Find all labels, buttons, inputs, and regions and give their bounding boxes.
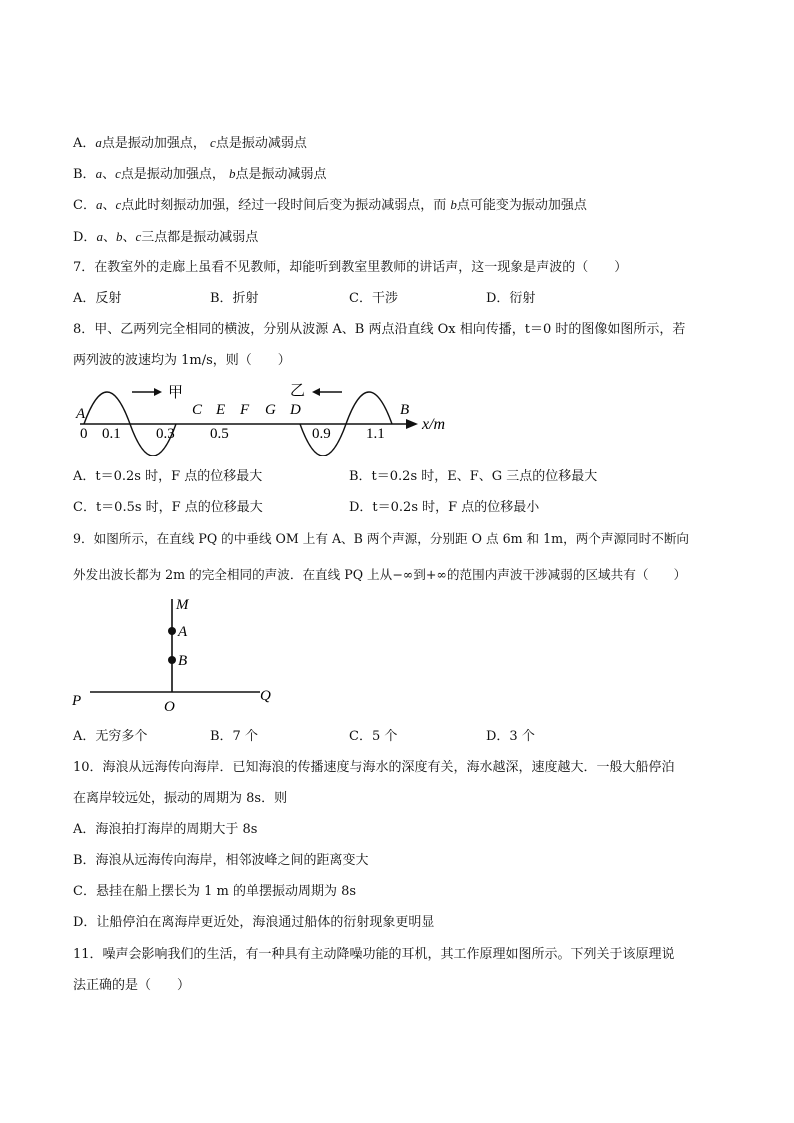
q6-option-c: C．a、c点此时刻振动加强，经过一段时间后变为振动减弱点，而 b点可能变为振动加强点: [73, 197, 587, 213]
q10-option-c: C．悬挂在船上摆长为 1 m 的单摆振动周期为 8s: [73, 884, 357, 899]
q7-option-d: D．衍射: [486, 291, 536, 306]
arrow-jia-head: [154, 388, 162, 396]
q11-stem-line2: 法正确的是（ ）: [73, 978, 191, 993]
q8-option-a: A．t＝0.2s 时，F 点的位移最大: [73, 469, 263, 484]
label-m: M: [176, 597, 189, 613]
q6-option-d: D．a、b、c三点都是振动减弱点: [73, 229, 259, 245]
axis-label: x/m: [422, 416, 446, 433]
point-d: D: [290, 402, 301, 418]
q8-wave-figure: [70, 376, 470, 456]
q8-stem-line2: 两列波的波速均为 1m/s，则（ ）: [73, 353, 291, 368]
tick-1.1: 1.1: [366, 426, 385, 442]
tick-0.9: 0.9: [312, 426, 331, 442]
point-f: F: [240, 402, 250, 418]
q9-figure: [70, 593, 300, 715]
q8-stem-line1: 8．甲、乙两列完全相同的横波，分别从波源 A、B 两点沿直线 Ox 相向传播，t＝0 时的图像如图所示，若: [73, 322, 686, 337]
q8-option-c: C．t＝0.5s 时，F 点的位移最大: [73, 500, 263, 515]
label-b: B: [178, 653, 188, 669]
tick-0.3: 0.3: [156, 426, 175, 442]
label-yi: 乙: [290, 383, 306, 399]
q10-option-d: D．让船停泊在离海岸更近处，海浪通过船体的衍射现象更明显: [73, 915, 435, 930]
q7-option-b: B．折射: [210, 291, 259, 306]
label-p: P: [72, 693, 82, 709]
q8-option-d: D．t＝0.2s 时，F 点的位移最小: [349, 500, 540, 515]
label-q: Q: [260, 688, 271, 704]
q10-option-b: B．海浪从远海传向海岸，相邻波峰之间的距离变大: [73, 853, 369, 868]
label-o: O: [164, 699, 175, 715]
point-g: G: [265, 402, 276, 418]
q7-stem: 7．在教室外的走廊上虽看不见教师，却能听到教室里教师的讲话声，这一现象是声波的（ ）: [73, 260, 628, 275]
q10-stem-line1: 10．海浪从远海传向海岸．已知海浪的传播速度与海水的深度有关，海水越深，速度越大．一般大船停泊: [73, 760, 675, 775]
q9-stem-line2: 外发出波长都为 2m 的完全相同的声波．在直线 PQ 上从−∞到+∞的范围内声波干涉减弱的区域共有（ ）: [73, 567, 687, 582]
q11-stem-line1: 11．噪声会影响我们的生活，有一种具有主动降噪功能的耳机，其工作原理如图所示。下列关于该原理说: [73, 947, 675, 962]
q10-stem-line2: 在离岸较远处，振动的周期为 8s．则: [73, 791, 288, 806]
arrow-yi-head: [312, 388, 320, 396]
q6-option-b: B．a、c点是振动加强点， b点是振动减弱点: [73, 166, 327, 182]
point-e: E: [216, 402, 226, 418]
q9-option-b: B．7 个: [210, 729, 258, 744]
tick-0.5: 0.5: [210, 426, 229, 442]
tick-0: 0: [80, 426, 88, 442]
source-a: [168, 627, 176, 635]
q7-option-c: C．干涉: [349, 291, 398, 306]
q7-option-a: A．反射: [73, 291, 122, 306]
q10-option-a: A．海浪拍打海岸的周期大于 8s: [73, 822, 258, 837]
q6-option-a: A．a点是振动加强点， c点是振动减弱点: [73, 135, 307, 151]
point-a: A: [76, 406, 86, 422]
x-axis-arrow: [406, 419, 418, 429]
source-b: [168, 656, 176, 664]
tick-0.1: 0.1: [102, 426, 121, 442]
point-c: C: [192, 402, 203, 418]
label-jia: 甲: [168, 385, 184, 401]
q9-stem-line1: 9．如图所示，在直线 PQ 的中垂线 OM 上有 A、B 两个声源，分别距 O 点 6m 和 1m，两个声源同时不断向: [73, 531, 690, 546]
q9-option-a: A．无穷多个: [73, 729, 148, 744]
q8-option-b: B．t＝0.2s 时，E、F、G 三点的位移最大: [349, 469, 598, 484]
label-a: A: [178, 624, 188, 640]
point-b: B: [400, 402, 410, 418]
q9-option-d: D．3 个: [486, 729, 535, 744]
q9-option-c: C．5 个: [349, 729, 398, 744]
